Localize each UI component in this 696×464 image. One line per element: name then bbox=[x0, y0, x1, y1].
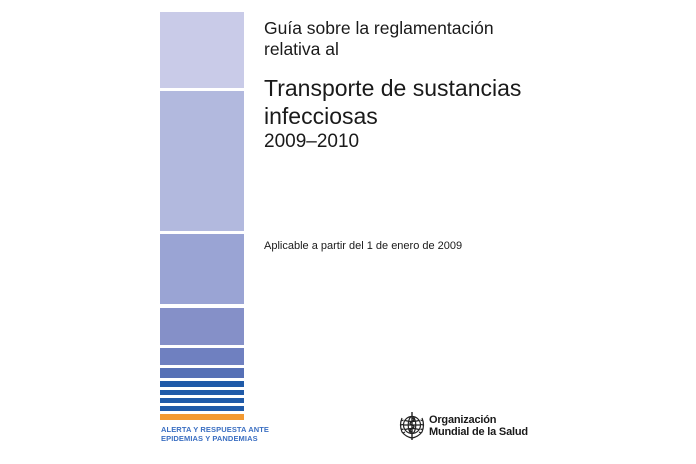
stripe-6 bbox=[160, 368, 244, 378]
main-title-line-1: Transporte de sustancias bbox=[264, 75, 522, 101]
alert-line-2: EPIDEMIAS Y PANDEMIAS bbox=[161, 434, 258, 443]
alert-response-label bbox=[161, 425, 270, 443]
main-title bbox=[264, 74, 664, 130]
publisher-name bbox=[429, 414, 528, 438]
series-title-line-1: Guía sobre la reglamentación bbox=[264, 18, 494, 38]
stripe-orange bbox=[160, 414, 244, 420]
stripe-1 bbox=[160, 12, 244, 88]
title-block bbox=[264, 18, 664, 153]
publisher-name-line-2: Mundial de la Salud bbox=[429, 426, 528, 438]
publisher-name-line-1: Organización bbox=[429, 414, 497, 426]
stripe-10 bbox=[160, 406, 244, 411]
edition-years: 2009–2010 bbox=[264, 131, 360, 152]
stripe-3 bbox=[160, 234, 244, 304]
series-title-line-2: relativa al bbox=[264, 39, 339, 59]
stripe-8 bbox=[160, 390, 244, 395]
stripe-5 bbox=[160, 348, 244, 365]
stripe-9 bbox=[160, 398, 244, 403]
stripe-2 bbox=[160, 91, 244, 231]
stripe-4 bbox=[160, 308, 244, 345]
applicability-note: Aplicable a partir del 1 de enero de 2009 bbox=[264, 240, 463, 252]
who-emblem-icon bbox=[397, 410, 427, 442]
main-title-line-2: infecciosas bbox=[264, 103, 378, 129]
stripe-7 bbox=[160, 381, 244, 387]
series-title bbox=[264, 18, 664, 60]
alert-line-1: ALERTA Y RESPUESTA ANTE bbox=[161, 425, 270, 434]
